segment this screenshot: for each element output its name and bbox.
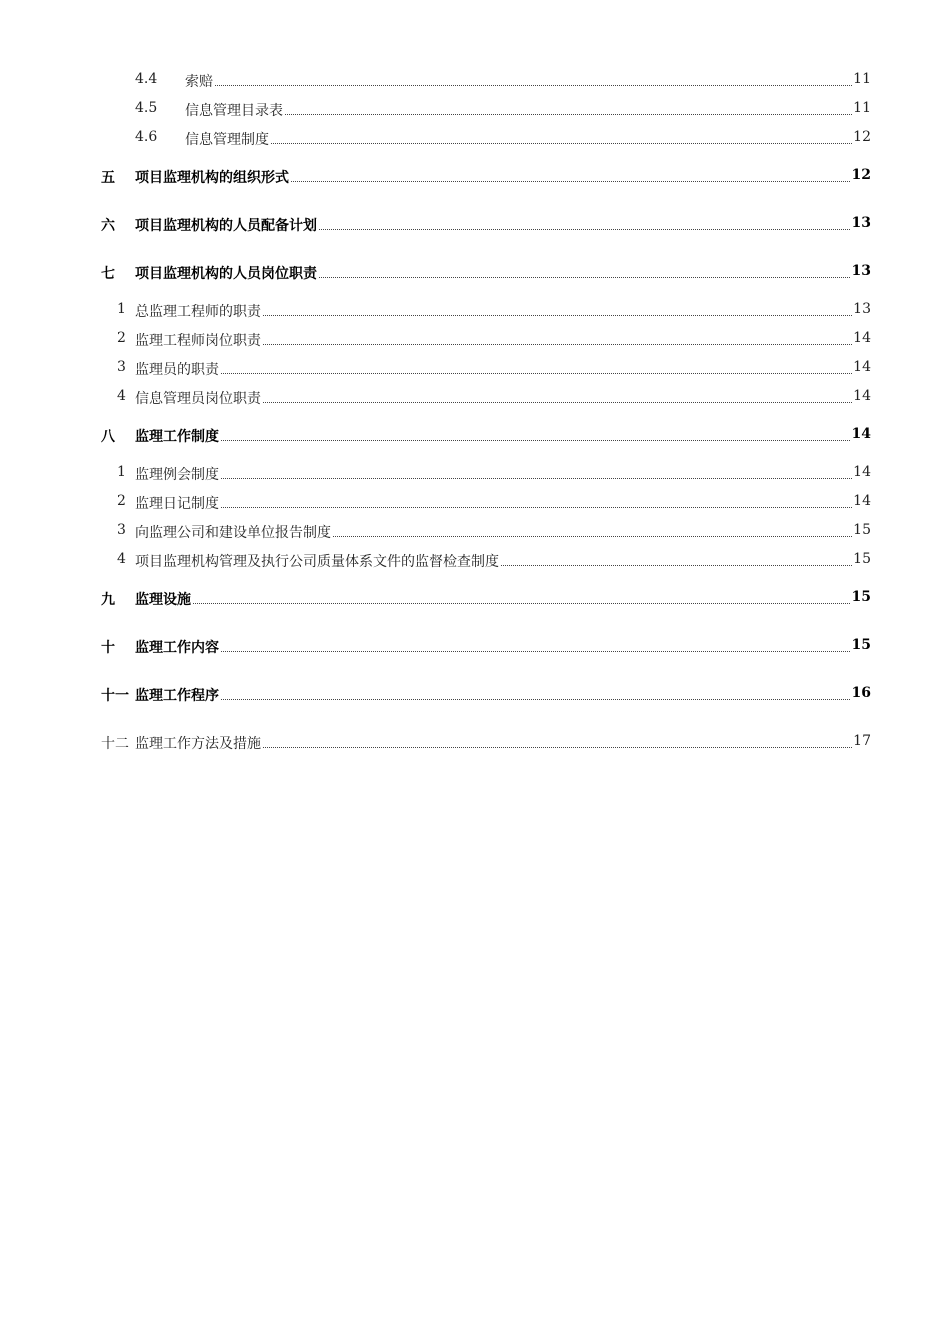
toc-entry[interactable] <box>0 262 950 284</box>
toc-entry[interactable] <box>0 492 950 514</box>
toc-entry-number: 2 <box>117 330 126 346</box>
toc-entry-title: 监理工作程序 <box>135 685 220 705</box>
toc-dot-leader <box>185 114 868 115</box>
toc-entry-page: 11 <box>853 71 871 87</box>
toc-entry-number: 1 <box>117 301 126 317</box>
toc-entry-title: 信息管理目录表 <box>185 100 284 120</box>
toc-entry-number: 3 <box>117 522 126 538</box>
toc-dot-leader <box>135 603 868 604</box>
toc-entry-page: 11 <box>853 100 871 116</box>
toc-entry-number: 十一 <box>101 688 129 704</box>
toc-entry-title: 监理工作方法及措施 <box>135 733 262 753</box>
toc-entry-number: 十 <box>101 640 115 656</box>
toc-entry-number: 十二 <box>101 736 129 752</box>
toc-entry[interactable] <box>0 636 950 658</box>
toc-entry-page: 16 <box>851 685 871 701</box>
toc-entry-title: 信息管理员岗位职责 <box>135 388 262 408</box>
toc-entry-page: 13 <box>853 301 871 317</box>
toc-entry[interactable] <box>0 99 950 121</box>
toc-entry-page: 15 <box>853 522 871 538</box>
toc-entry[interactable] <box>0 387 950 409</box>
toc-entry[interactable] <box>0 128 950 150</box>
toc-dot-leader <box>185 143 868 144</box>
toc-entry-page: 14 <box>853 388 871 404</box>
toc-entry-title: 项目监理机构的人员配备计划 <box>135 215 318 235</box>
toc-entry-page: 14 <box>853 464 871 480</box>
toc-entry-page: 17 <box>853 733 871 749</box>
toc-entry-page: 12 <box>853 129 871 145</box>
toc-dot-leader <box>135 699 868 700</box>
toc-entry-title: 监理工程师岗位职责 <box>135 330 262 350</box>
toc-entry-page: 13 <box>851 215 871 231</box>
toc-entry-title: 监理工作内容 <box>135 637 220 657</box>
toc-dot-leader <box>135 507 868 508</box>
toc-dot-leader <box>135 440 868 441</box>
toc-entry-page: 13 <box>851 263 871 279</box>
toc-entry-page: 12 <box>851 167 871 183</box>
toc-entry[interactable] <box>0 329 950 351</box>
toc-entry-number: 九 <box>101 592 115 608</box>
toc-entry-number: 4.5 <box>135 100 158 116</box>
toc-entry-number: 1 <box>117 464 126 480</box>
toc-entry[interactable] <box>0 521 950 543</box>
toc-entry-title: 项目监理机构管理及执行公司质量体系文件的监督检查制度 <box>135 551 500 571</box>
toc-dot-leader <box>135 478 868 479</box>
toc-entry-title: 索赔 <box>185 71 214 91</box>
toc-dot-leader <box>135 373 868 374</box>
toc-entry-page: 15 <box>851 637 871 653</box>
toc-entry[interactable] <box>0 588 950 610</box>
toc-entry-title: 项目监理机构的组织形式 <box>135 167 290 187</box>
toc-dot-leader <box>135 651 868 652</box>
toc-entry-page: 14 <box>853 359 871 375</box>
toc-entry-page: 15 <box>851 589 871 605</box>
toc-entry-page: 14 <box>853 330 871 346</box>
toc-entry[interactable] <box>0 358 950 380</box>
toc-entry-title: 项目监理机构的人员岗位职责 <box>135 263 318 283</box>
toc-entry-number: 4 <box>117 551 126 567</box>
toc-entry[interactable] <box>0 732 950 754</box>
toc-entry-title: 监理日记制度 <box>135 493 220 513</box>
toc-entry[interactable] <box>0 166 950 188</box>
toc-entry-title: 监理例会制度 <box>135 464 220 484</box>
toc-entry-page: 15 <box>853 551 871 567</box>
toc-entry-title: 监理设施 <box>135 589 192 609</box>
toc-entry-title: 向监理公司和建设单位报告制度 <box>135 522 332 542</box>
toc-dot-leader <box>185 85 868 86</box>
toc-entry-page: 14 <box>853 493 871 509</box>
toc-entry[interactable] <box>0 425 950 447</box>
toc-entry-number: 4.6 <box>135 129 158 145</box>
toc-entry[interactable] <box>0 300 950 322</box>
toc-entry[interactable] <box>0 550 950 572</box>
toc-entry[interactable] <box>0 214 950 236</box>
toc-entry-title: 监理员的职责 <box>135 359 220 379</box>
toc-entry[interactable] <box>0 684 950 706</box>
toc-entry[interactable] <box>0 463 950 485</box>
toc-entry-number: 五 <box>101 170 115 186</box>
toc-entry-number: 4.4 <box>135 71 158 87</box>
toc-entry-number: 2 <box>117 493 126 509</box>
toc-entry-number: 八 <box>101 429 115 445</box>
toc-entry-number: 七 <box>101 266 115 282</box>
toc-entry-title: 信息管理制度 <box>185 129 270 149</box>
toc-entry-page: 14 <box>851 426 871 442</box>
toc-entry-number: 4 <box>117 388 126 404</box>
toc-entry-title: 总监理工程师的职责 <box>135 301 262 321</box>
toc-entry[interactable] <box>0 70 950 92</box>
toc-entry-number: 六 <box>101 218 115 234</box>
toc-entry-number: 3 <box>117 359 126 375</box>
toc-entry-title: 监理工作制度 <box>135 426 220 446</box>
